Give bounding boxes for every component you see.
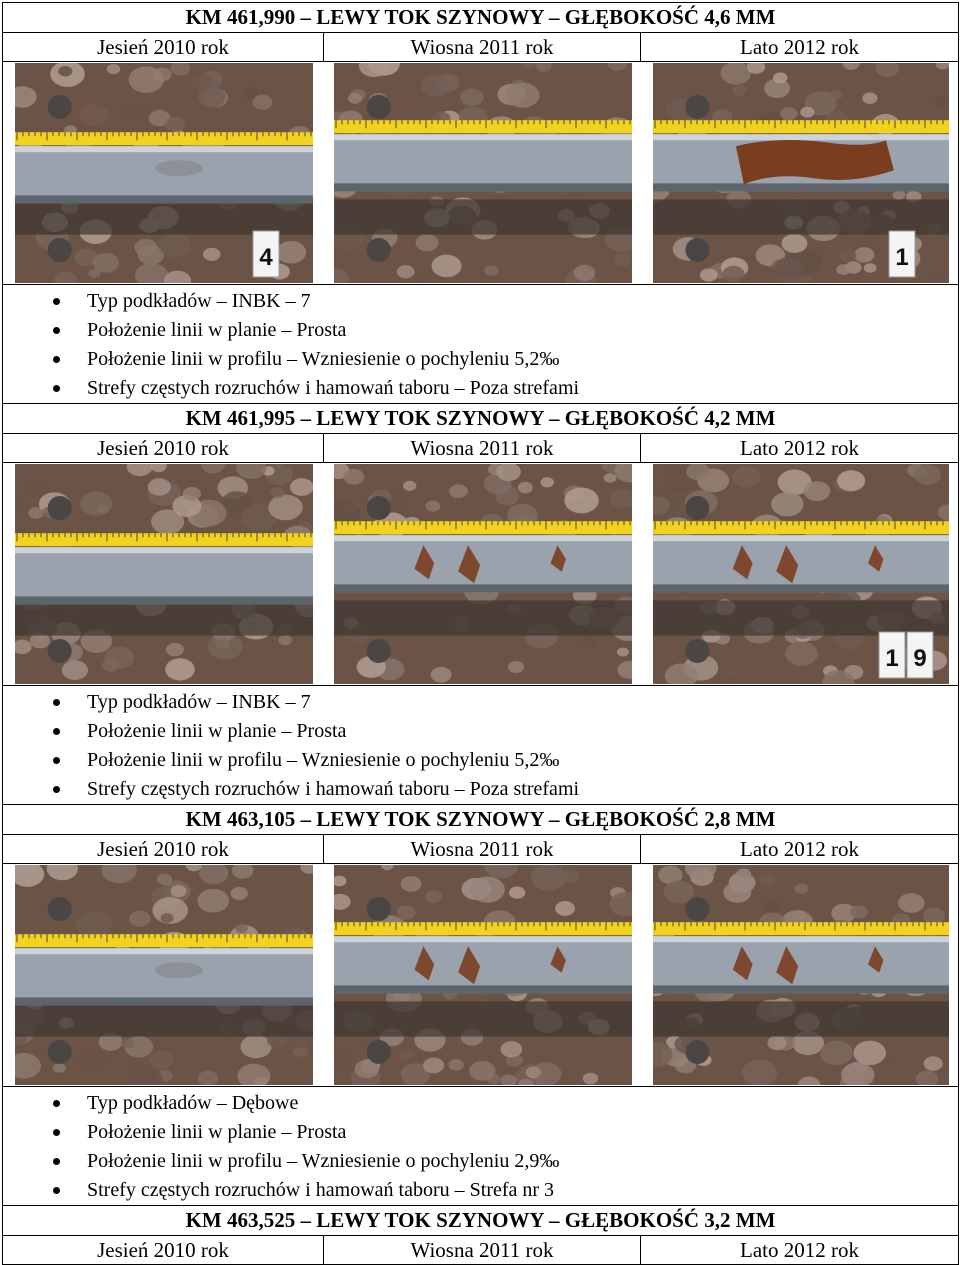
- season-spring-2011: Wiosna 2011 rok: [324, 1236, 641, 1264]
- rail-photo: [653, 865, 949, 1085]
- photo-card-label: 9: [913, 645, 927, 672]
- section-title: KM 461,990 – LEWY TOK SZYNOWY – GŁĘBOKOŚĆ 4,6 MM: [3, 2, 958, 33]
- bullet-icon: [53, 1158, 60, 1165]
- season-header-row: [3, 434, 958, 463]
- season-autumn-2010: Jesień 2010 rok: [3, 434, 324, 462]
- photo-card-label: 1: [885, 645, 899, 672]
- rail-photo: [653, 63, 949, 283]
- bullet-item: Położenie linii w planie – Prosta: [3, 717, 958, 746]
- season-header-row: [3, 33, 958, 62]
- rail-photo: [334, 464, 632, 684]
- inspection-table: [2, 2, 959, 1265]
- bullet-icon: [53, 728, 60, 735]
- rail-photo: [15, 63, 313, 283]
- rail-photo-image: [15, 865, 313, 1085]
- bullet-icon: [53, 699, 60, 706]
- bullet-icon: [53, 327, 60, 334]
- photo-card-label: 1: [895, 244, 909, 271]
- rail-photo-image: [653, 63, 949, 283]
- bullet-icon: [53, 1129, 60, 1136]
- photo-row: [3, 864, 958, 1087]
- bullet-item: Położenie linii w planie – Prosta: [3, 1118, 958, 1147]
- season-summer-2012: Lato 2012 rok: [740, 837, 859, 861]
- track-parameters: [3, 285, 958, 403]
- bullet-icon: [53, 1187, 60, 1194]
- section-title: KM 461,995 – LEWY TOK SZYNOWY – GŁĘBOKOŚĆ 4,2 MM: [3, 403, 958, 434]
- season-header-row: [3, 835, 958, 864]
- photo-row: [3, 62, 958, 285]
- bullet-icon: [53, 356, 60, 363]
- rail-photo-image: [334, 63, 632, 283]
- bullet-icon: [53, 1100, 60, 1107]
- bullet-item: Położenie linii w profilu – Wzniesienie o pochyleniu 5,2‰: [3, 746, 958, 775]
- season-autumn-2010: Jesień 2010 rok: [3, 33, 324, 61]
- season-summer-2012: Lato 2012 rok: [740, 1238, 859, 1262]
- season-spring-2011: Wiosna 2011 rok: [324, 434, 641, 462]
- rail-photo-image: [334, 865, 632, 1085]
- rail-photo: [15, 865, 313, 1085]
- track-parameters: [3, 686, 958, 804]
- season-autumn-2010: Jesień 2010 rok: [3, 835, 324, 863]
- bullet-item: Strefy częstych rozruchów i hamowań taboru – Strefa nr 3: [3, 1176, 958, 1205]
- bullet-item: Typ podkładów – INBK – 7: [3, 688, 958, 717]
- photo-row: [3, 463, 958, 686]
- bullet-icon: [53, 786, 60, 793]
- bullet-item: Położenie linii w profilu – Wzniesienie o pochyleniu 5,2‰: [3, 345, 958, 374]
- bullet-icon: [53, 298, 60, 305]
- bullet-item: Położenie linii w planie – Prosta: [3, 316, 958, 345]
- rail-photo: [334, 63, 632, 283]
- bullet-icon: [53, 385, 60, 392]
- rail-photo-image: [15, 63, 313, 283]
- rail-photo-image: [653, 464, 949, 684]
- track-parameters: [3, 1087, 958, 1205]
- bullet-item: Strefy częstych rozruchów i hamowań taboru – Poza strefami: [3, 374, 958, 403]
- rail-photo-image: [653, 865, 949, 1085]
- season-summer-2012: Lato 2012 rok: [740, 35, 859, 59]
- rail-photo-image: [334, 464, 632, 684]
- season-spring-2011: Wiosna 2011 rok: [324, 835, 641, 863]
- section-title: KM 463,105 – LEWY TOK SZYNOWY – GŁĘBOKOŚĆ 2,8 MM: [3, 804, 958, 835]
- rail-photo: [334, 865, 632, 1085]
- section-title: KM 463,525 – LEWY TOK SZYNOWY – GŁĘBOKOŚĆ 3,2 MM: [3, 1205, 958, 1236]
- season-autumn-2010: Jesień 2010 rok: [3, 1236, 324, 1264]
- photo-card-label: 4: [259, 244, 273, 271]
- rail-photo: [653, 464, 949, 684]
- season-spring-2011: Wiosna 2011 rok: [324, 33, 641, 61]
- bullet-item: Typ podkładów – INBK – 7: [3, 287, 958, 316]
- rail-photo: [15, 464, 313, 684]
- bullet-item: Typ podkładów – Dębowe: [3, 1089, 958, 1118]
- bullet-item: Strefy częstych rozruchów i hamowań taboru – Poza strefami: [3, 775, 958, 804]
- bullet-icon: [53, 757, 60, 764]
- rail-photo-image: [15, 464, 313, 684]
- bullet-item: Położenie linii w profilu – Wzniesienie o pochyleniu 2,9‰: [3, 1147, 958, 1176]
- season-summer-2012: Lato 2012 rok: [740, 436, 859, 460]
